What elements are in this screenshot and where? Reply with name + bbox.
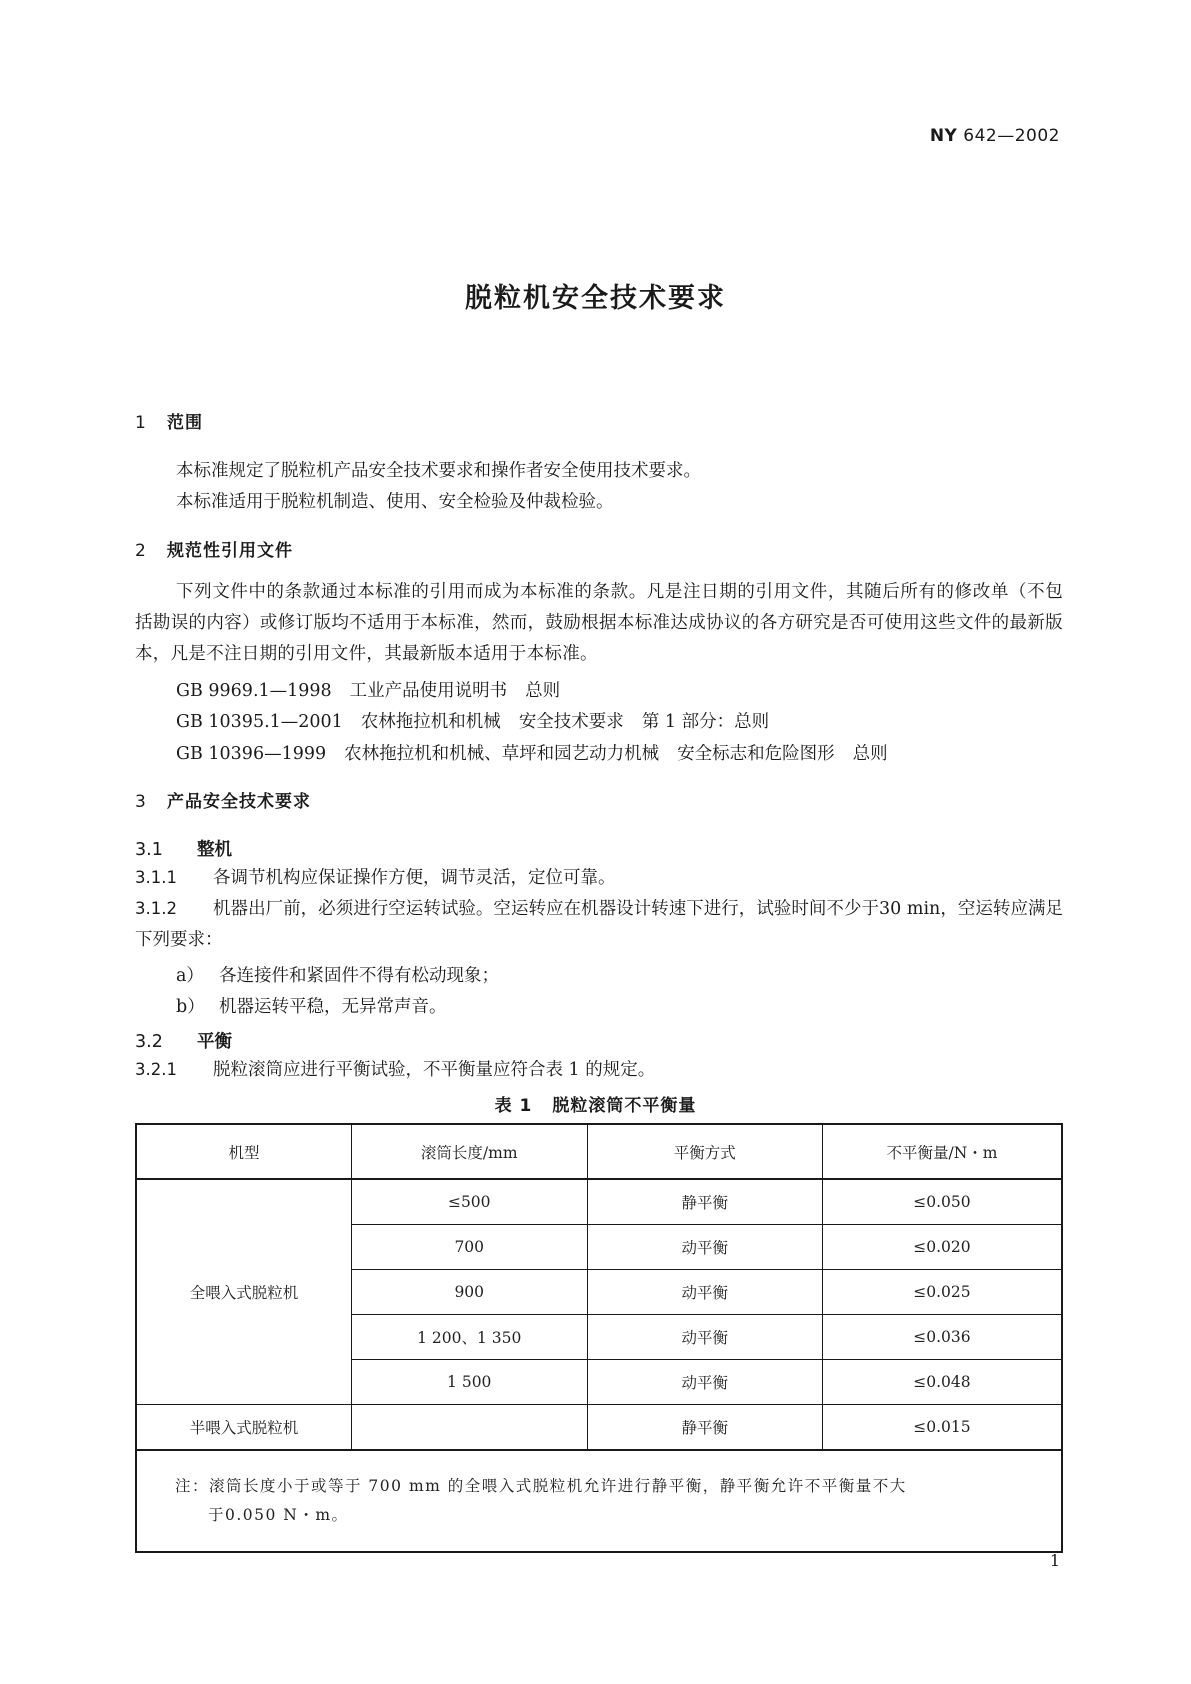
table-row [136,1405,1062,1451]
reference-item [176,677,560,702]
section-title: 规范性引用文件 [167,541,293,561]
machine-type-cell: 半喂入式脱粒机 [136,1405,351,1451]
clause-3-1-2 [135,893,1063,956]
table-number: 表 1 [494,1096,533,1116]
standard-number [900,126,1060,146]
reference-item [176,708,769,733]
method-cell: 动平衡 [587,1360,822,1405]
clause-3-1-1 [135,862,1063,894]
clause-text: 机器出厂前，必须进行空运转试验。空运转应在机器设计转速下进行，试验时间不少于30 min，空运转应满足下列要求： [135,899,1063,950]
section-number: 1 [135,413,147,433]
subsection-title: 整机 [197,840,232,860]
subsection-3-1-heading [135,836,232,861]
length-cell: 1 200、1 350 [351,1315,587,1360]
method-cell: 静平衡 [587,1179,822,1225]
list-marker: b） [176,997,205,1017]
table-note-line: 于0.050 N・m。 [208,1506,349,1524]
clause-number: 3.1.2 [135,899,177,918]
reference-part: 总则 [525,681,561,701]
length-cell [351,1405,587,1451]
method-cell: 动平衡 [587,1315,822,1360]
table-note-line: 注：滚筒长度小于或等于 700 mm 的全喂入式脱粒机允许进行静平衡，静平衡允许不平衡量不大 [175,1477,907,1495]
subsection-3-2-heading [135,1028,232,1053]
section-2-heading [135,536,293,561]
method-cell: 动平衡 [587,1270,822,1315]
section-1-heading [135,408,203,433]
length-cell: 700 [351,1225,587,1270]
length-cell: 900 [351,1270,587,1315]
method-cell: 动平衡 [587,1225,822,1270]
section-3-heading [135,787,311,812]
scope-line-2: 本标准适用于脱粒机制造、使用、安全检验及仲裁检验。 [176,492,614,512]
reference-name: 农林拖拉机和机械、草坪和园艺动力机械 [344,744,660,764]
column-header: 平衡方式 [587,1124,822,1179]
document-title: 脱粒机安全技术要求 [465,283,726,314]
list-text: 各连接件和紧固件不得有松动现象； [219,966,499,986]
reference-part: 安全标志和危险图形 [677,744,835,764]
column-header: 机型 [136,1124,351,1179]
subsection-number: 3.2 [135,1032,163,1052]
reference-item [176,740,888,765]
standard-code: 642—2002 [963,126,1060,146]
imbalance-cell: ≤0.015 [822,1405,1062,1451]
table-header-row [136,1124,1062,1179]
table-caption [0,1091,1191,1116]
reference-code: GB 10396—1999 [176,744,327,764]
clause-text: 脱粒滚筒应进行平衡试验，不平衡量应符合表 1 的规定。 [213,1060,656,1080]
table-note [136,1450,1062,1552]
imbalance-cell: ≤0.025 [822,1270,1062,1315]
method-cell: 静平衡 [587,1405,822,1451]
list-text: 机器运转平稳，无异常声音。 [219,997,447,1017]
clause-text: 各调节机构应保证操作方便，调节灵活，定位可靠。 [213,868,616,888]
length-cell: 1 500 [351,1360,587,1405]
imbalance-table [135,1123,1063,1553]
imbalance-cell: ≤0.036 [822,1315,1062,1360]
section-title: 范围 [167,413,203,433]
standard-prefix: NY [929,126,958,146]
imbalance-cell: ≤0.048 [822,1360,1062,1405]
scope-line-1: 本标准规定了脱粒机产品安全技术要求和操作者安全使用技术要求。 [176,461,701,481]
reference-extra: 第 1 部分：总则 [641,712,770,732]
column-header: 滚筒长度/mm [351,1124,587,1179]
imbalance-cell: ≤0.050 [822,1179,1062,1225]
length-cell: ≤500 [351,1179,587,1225]
clause-3-2-1 [135,1054,1063,1086]
subsection-number: 3.1 [135,840,163,860]
reference-code: GB 9969.1—1998 [176,681,332,701]
reference-name: 工业产品使用说明书 [349,681,508,701]
clause-number: 3.2.1 [135,1060,177,1079]
table-row [136,1179,1062,1225]
section-title: 产品安全技术要求 [167,792,311,812]
page-number: 1 [1049,1551,1060,1570]
reference-part: 安全技术要求 [518,712,624,732]
section-number: 2 [135,541,147,561]
list-item [176,993,447,1018]
subsection-title: 平衡 [197,1032,232,1052]
normative-references-paragraph: 下列文件中的条款通过本标准的引用而成为本标准的条款。凡是注日期的引用文件，其随后所有的修改单（不包括勘误的内容）或修订版均不适用于本标准，然而，鼓励根据本标准达成协议的各方研究是否可使用这些文件的最新版本，凡是不注日期的引用文件，其最新版本适用于本标准。 [135,582,1063,664]
table-title: 脱粒滚筒不平衡量 [552,1096,697,1116]
section-number: 3 [135,792,147,812]
list-marker: a） [176,966,204,986]
reference-name: 农林拖拉机和机械 [360,712,501,732]
table-note-row [136,1450,1062,1552]
list-item [176,962,499,987]
reference-extra: 总则 [852,744,888,764]
imbalance-cell: ≤0.020 [822,1225,1062,1270]
reference-code: GB 10395.1—2001 [176,712,343,732]
machine-type-cell: 全喂入式脱粒机 [136,1179,351,1405]
column-header: 不平衡量/N・m [822,1124,1062,1179]
clause-number: 3.1.1 [135,868,177,887]
